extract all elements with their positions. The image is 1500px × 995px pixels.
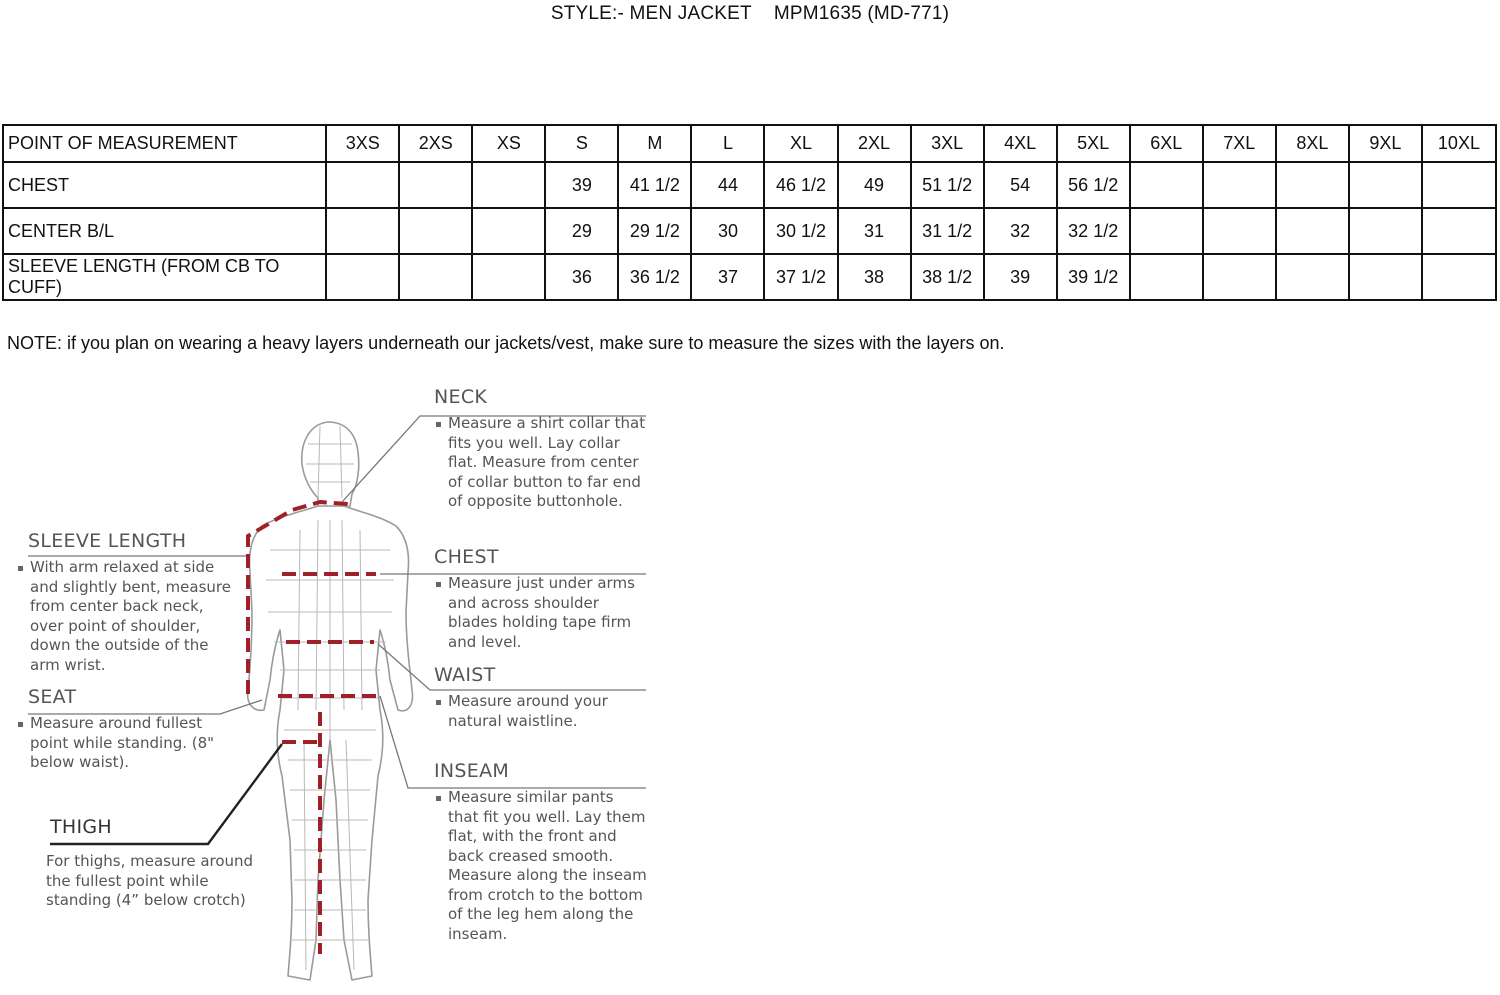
table-cell <box>1130 254 1203 300</box>
row-label: CENTER B/L <box>3 208 326 254</box>
column-header: 6XL <box>1130 125 1203 162</box>
table-cell <box>399 162 472 208</box>
table-cell <box>326 162 399 208</box>
table-cell <box>1349 254 1422 300</box>
table-cell: 49 <box>838 162 911 208</box>
column-header: M <box>618 125 691 162</box>
chest-guide <box>434 546 648 652</box>
table-cell <box>472 208 545 254</box>
waist-guide <box>434 664 648 731</box>
table-cell <box>472 254 545 300</box>
table-cell: 29 <box>545 208 618 254</box>
table-cell <box>1422 254 1496 300</box>
waist-instructions: Measure around your natural waistline. <box>434 692 648 731</box>
table-cell: 36 <box>545 254 618 300</box>
thigh-heading: THIGH <box>50 816 113 838</box>
sleeve-length-instructions: With arm relaxed at side and slightly bent, measure from center back neck, over point of shoulder, down the outside of the arm wrist. <box>16 558 234 675</box>
chest-instructions: Measure just under arms and across shoulder blades holding tape firm and level. <box>434 574 648 652</box>
table-cell <box>1130 208 1203 254</box>
table-cell <box>1349 162 1422 208</box>
table-cell: 38 <box>838 254 911 300</box>
column-header: 5XL <box>1057 125 1130 162</box>
page-title <box>0 3 1500 25</box>
table-cell: 54 <box>984 162 1057 208</box>
table-row <box>3 254 1496 300</box>
table-cell: 41 1/2 <box>618 162 691 208</box>
table-cell <box>1203 162 1276 208</box>
table-cell <box>472 162 545 208</box>
table-cell <box>1422 162 1496 208</box>
column-header: 3XL <box>911 125 984 162</box>
style-label: STYLE:- MEN JACKET <box>550 3 752 24</box>
table-cell <box>399 254 472 300</box>
column-header: S <box>545 125 618 162</box>
table-cell <box>326 254 399 300</box>
column-header: 10XL <box>1422 125 1496 162</box>
size-chart-table <box>2 124 1497 301</box>
table-row <box>3 208 1496 254</box>
table-cell: 30 <box>691 208 764 254</box>
column-header: 2XL <box>838 125 911 162</box>
inseam-guide <box>434 760 648 944</box>
waist-heading: WAIST <box>434 664 496 686</box>
table-cell <box>1203 254 1276 300</box>
table-cell: 31 <box>838 208 911 254</box>
table-cell: 39 1/2 <box>1057 254 1130 300</box>
neck-guide <box>434 386 648 512</box>
column-header: 3XS <box>326 125 399 162</box>
table-cell: 56 1/2 <box>1057 162 1130 208</box>
table-row <box>3 162 1496 208</box>
column-header: XL <box>764 125 837 162</box>
chest-heading: CHEST <box>434 546 499 568</box>
column-header: 9XL <box>1349 125 1422 162</box>
column-header: 7XL <box>1203 125 1276 162</box>
column-header: XS <box>472 125 545 162</box>
seat-heading: SEAT <box>28 686 77 708</box>
table-cell: 39 <box>545 162 618 208</box>
table-cell: 37 <box>691 254 764 300</box>
column-header: 2XS <box>399 125 472 162</box>
table-cell: 37 1/2 <box>764 254 837 300</box>
column-header: 4XL <box>984 125 1057 162</box>
row-label: CHEST <box>3 162 326 208</box>
table-cell <box>399 208 472 254</box>
neck-instructions: Measure a shirt collar that fits you well. Lay collar flat. Measure from center of collar button to far end of opposite buttonhole. <box>434 414 648 512</box>
table-cell <box>326 208 399 254</box>
thigh-instructions: For thighs, measure around the fullest point while standing (4” below crotch) <box>46 852 254 909</box>
seat-guide <box>16 686 226 773</box>
table-cell: 39 <box>984 254 1057 300</box>
thigh-guide <box>46 816 256 911</box>
table-cell: 30 1/2 <box>764 208 837 254</box>
measurement-guide <box>0 380 700 995</box>
layering-note: NOTE: if you plan on wearing a heavy layers underneath our jackets/vest, make sure to measure the sizes with the layers on. <box>7 333 1005 353</box>
inseam-instructions: Measure similar pants that fit you well. Lay them flat, with the front and back creased smooth. Measure along the inseam from crotch to the bottom of the leg hem along the inseam. <box>434 788 648 944</box>
table-cell <box>1276 254 1349 300</box>
table-cell: 32 1/2 <box>1057 208 1130 254</box>
table-cell: 36 1/2 <box>618 254 691 300</box>
table-cell: 38 1/2 <box>911 254 984 300</box>
table-cell <box>1276 162 1349 208</box>
table-cell <box>1422 208 1496 254</box>
column-header: 8XL <box>1276 125 1349 162</box>
table-cell <box>1276 208 1349 254</box>
table-cell: 29 1/2 <box>618 208 691 254</box>
table-cell: 32 <box>984 208 1057 254</box>
style-code: MPM1635 (MD-771) <box>773 3 950 24</box>
table-cell <box>1130 162 1203 208</box>
sleeve-length-guide <box>16 530 234 675</box>
neck-heading: NECK <box>434 386 488 408</box>
table-header-row <box>3 125 1496 162</box>
column-header: POINT OF MEASUREMENT <box>3 125 326 162</box>
table-cell <box>1203 208 1276 254</box>
seat-instructions: Measure around fullest point while standing. (8" below waist). <box>16 714 226 773</box>
inseam-heading: INSEAM <box>434 760 510 782</box>
sleeve-length-heading: SLEEVE LENGTH <box>28 530 187 552</box>
table-cell: 51 1/2 <box>911 162 984 208</box>
table-cell: 44 <box>691 162 764 208</box>
column-header: L <box>691 125 764 162</box>
table-cell: 46 1/2 <box>764 162 837 208</box>
table-cell: 31 1/2 <box>911 208 984 254</box>
table-cell <box>1349 208 1422 254</box>
row-label: SLEEVE LENGTH (FROM CB TO CUFF) <box>3 254 326 300</box>
